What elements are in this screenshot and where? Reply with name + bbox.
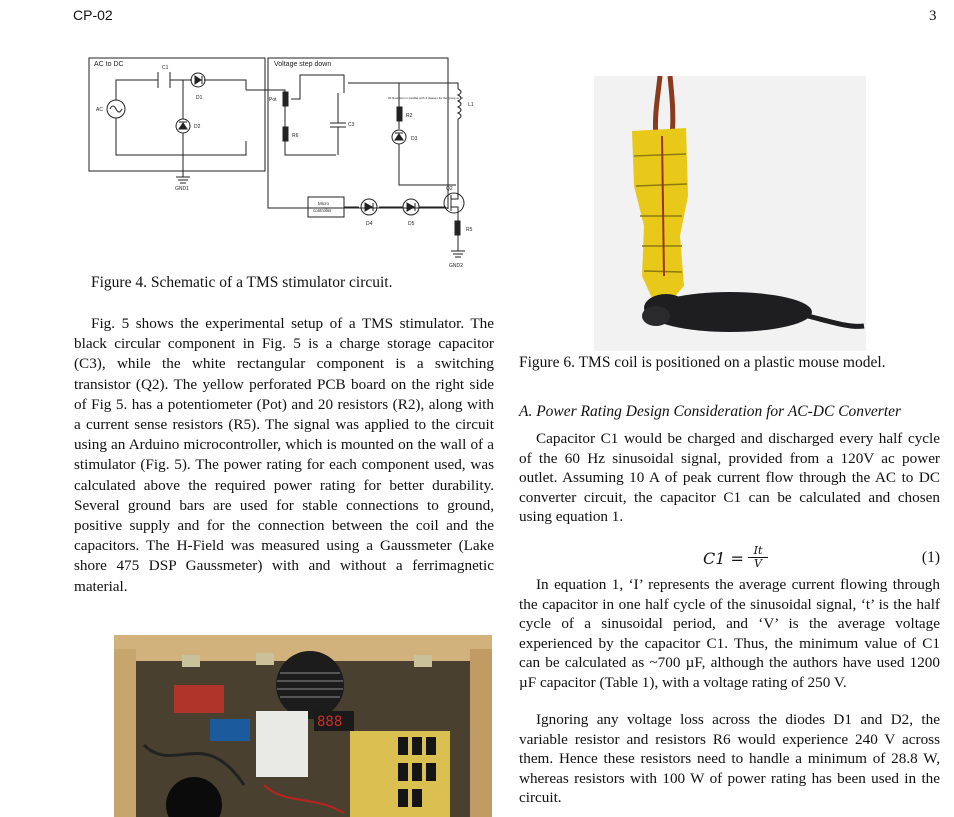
paragraph-resistor-power: Ignoring any voltage loss across the diodes D1 and D2, the variable resistor and resistors R6 would experience 240 V across them. Hence these resistors need to handle a minimum of 28.8 W, whereas resistors with 100 W of power rating has been used in the circuit. [519,711,940,806]
page-number: 3 [929,8,937,24]
section-a-heading: A. Power Rating Design Consideration for AC-DC Converter [519,403,902,420]
label-d4: D4 [366,221,373,227]
fan-icon [276,651,344,719]
label-r5: R5 [466,227,473,233]
equation-number: (1) [921,549,940,566]
equation-fraction [748,545,768,570]
coil-l1 [458,89,461,119]
figure6-caption: Figure 6. TMS coil is positioned on a plastic mouse model. [519,354,886,371]
paragraph-fig5-description: Fig. 5 shows the experimental setup of a TMS stimulator. The black circular component in Fig. 5 is a charge storage capacitor (C3), while the white rectangular component is a switching transistor (Q2). The yellow perforated PCB board on the right side of Fig 5. has a potentiometer (Pot) and 20 resistors (R2), along with a current sense resistors (R5). The signal was applied to the circuit using an Arduino microcontroller, which is mounted on the wall of a stimulator (Fig. 5). The power rating for each component used, was calculated above the required power rating for better durability. Several ground bars are used for stable connections to ground, positive supply and for the connection between the coil and the capacitors. The H-Field was measured using a Gaussmeter (Lake shore 475 DSP Gaussmeter) with and without a ferrimagnetic material. [74,315,494,595]
section-a-paragraph-1 [519,429,940,527]
label-ac: AC [96,107,103,113]
ac-to-dc-box [89,58,265,171]
label-c1: C1 [162,65,169,71]
figure5-photo [114,635,492,817]
label-r2-note: 20 Resistors in parallel with 4 classes for the group of 10 [388,96,464,100]
label-gnd1: GND1 [175,186,189,192]
label-ac-to-dc: AC to DC [94,61,124,68]
equation-numerator: It [748,545,768,558]
left-column-text [74,314,494,597]
resistor-r6 [283,127,288,141]
label-l1: L1 [468,102,474,108]
running-header: CP-02 [73,7,113,23]
paragraph-equation-explanation: In equation 1, ‘I’ represents the average current flowing through the capacitor in one half cycle of the sinusoidal signal, ‘t’ is the half cycle of a sinusoidal period, and ‘V’ is the average voltage experienced by the capacitor C1. Thus, the minimum value of C1 can be calculated as ~700 µF, although the authors have used 1200 µF capacitor (Table 1), with a voltage rating of 250 V. [519,576,940,691]
label-micro: Micro [318,201,329,206]
transistor-q2-icon [444,193,464,213]
label-d5: D5 [408,221,415,227]
figure6-photo [594,76,866,351]
label-controller: controller [313,208,332,213]
section-a-paragraph-3 [519,710,940,808]
figure4-caption: Figure 4. Schematic of a TMS stimulator circuit. [91,274,393,291]
equation-denominator: V [754,557,762,570]
resistor-r2 [397,107,402,121]
microcontroller-box [308,197,344,217]
label-c3: C3 [348,122,355,128]
label-d3: D3 [411,136,418,142]
label-voltage-step-down: Voltage step down [274,61,332,68]
figure4-schematic [86,55,506,275]
section-a-paragraph-2 [519,575,940,692]
seven-segment-display: 888 [317,714,343,730]
label-d1: D1 [196,95,203,101]
label-pot: Pot [269,97,277,103]
label-d2: D2 [194,124,201,130]
label-r6: R6 [292,133,299,139]
resistor-r5 [455,221,460,235]
label-q2: Q2 [446,186,453,192]
equation-lhs: C1 = [703,549,744,568]
label-gnd2: GND2 [449,263,463,269]
paragraph-capacitor-c1: Capacitor C1 would be charged and discharged every half cycle of the 60 Hz sinusoidal signal, provided from a 120V ac power outlet. Assuming 10 A of peak current flow through the AC to DC converter circuit, the capacitor C1 can be calculated and chosen using equation 1. [519,430,940,525]
pot-resistor [283,92,288,106]
label-r2: R2 [406,113,413,119]
equation-1 [700,546,940,576]
